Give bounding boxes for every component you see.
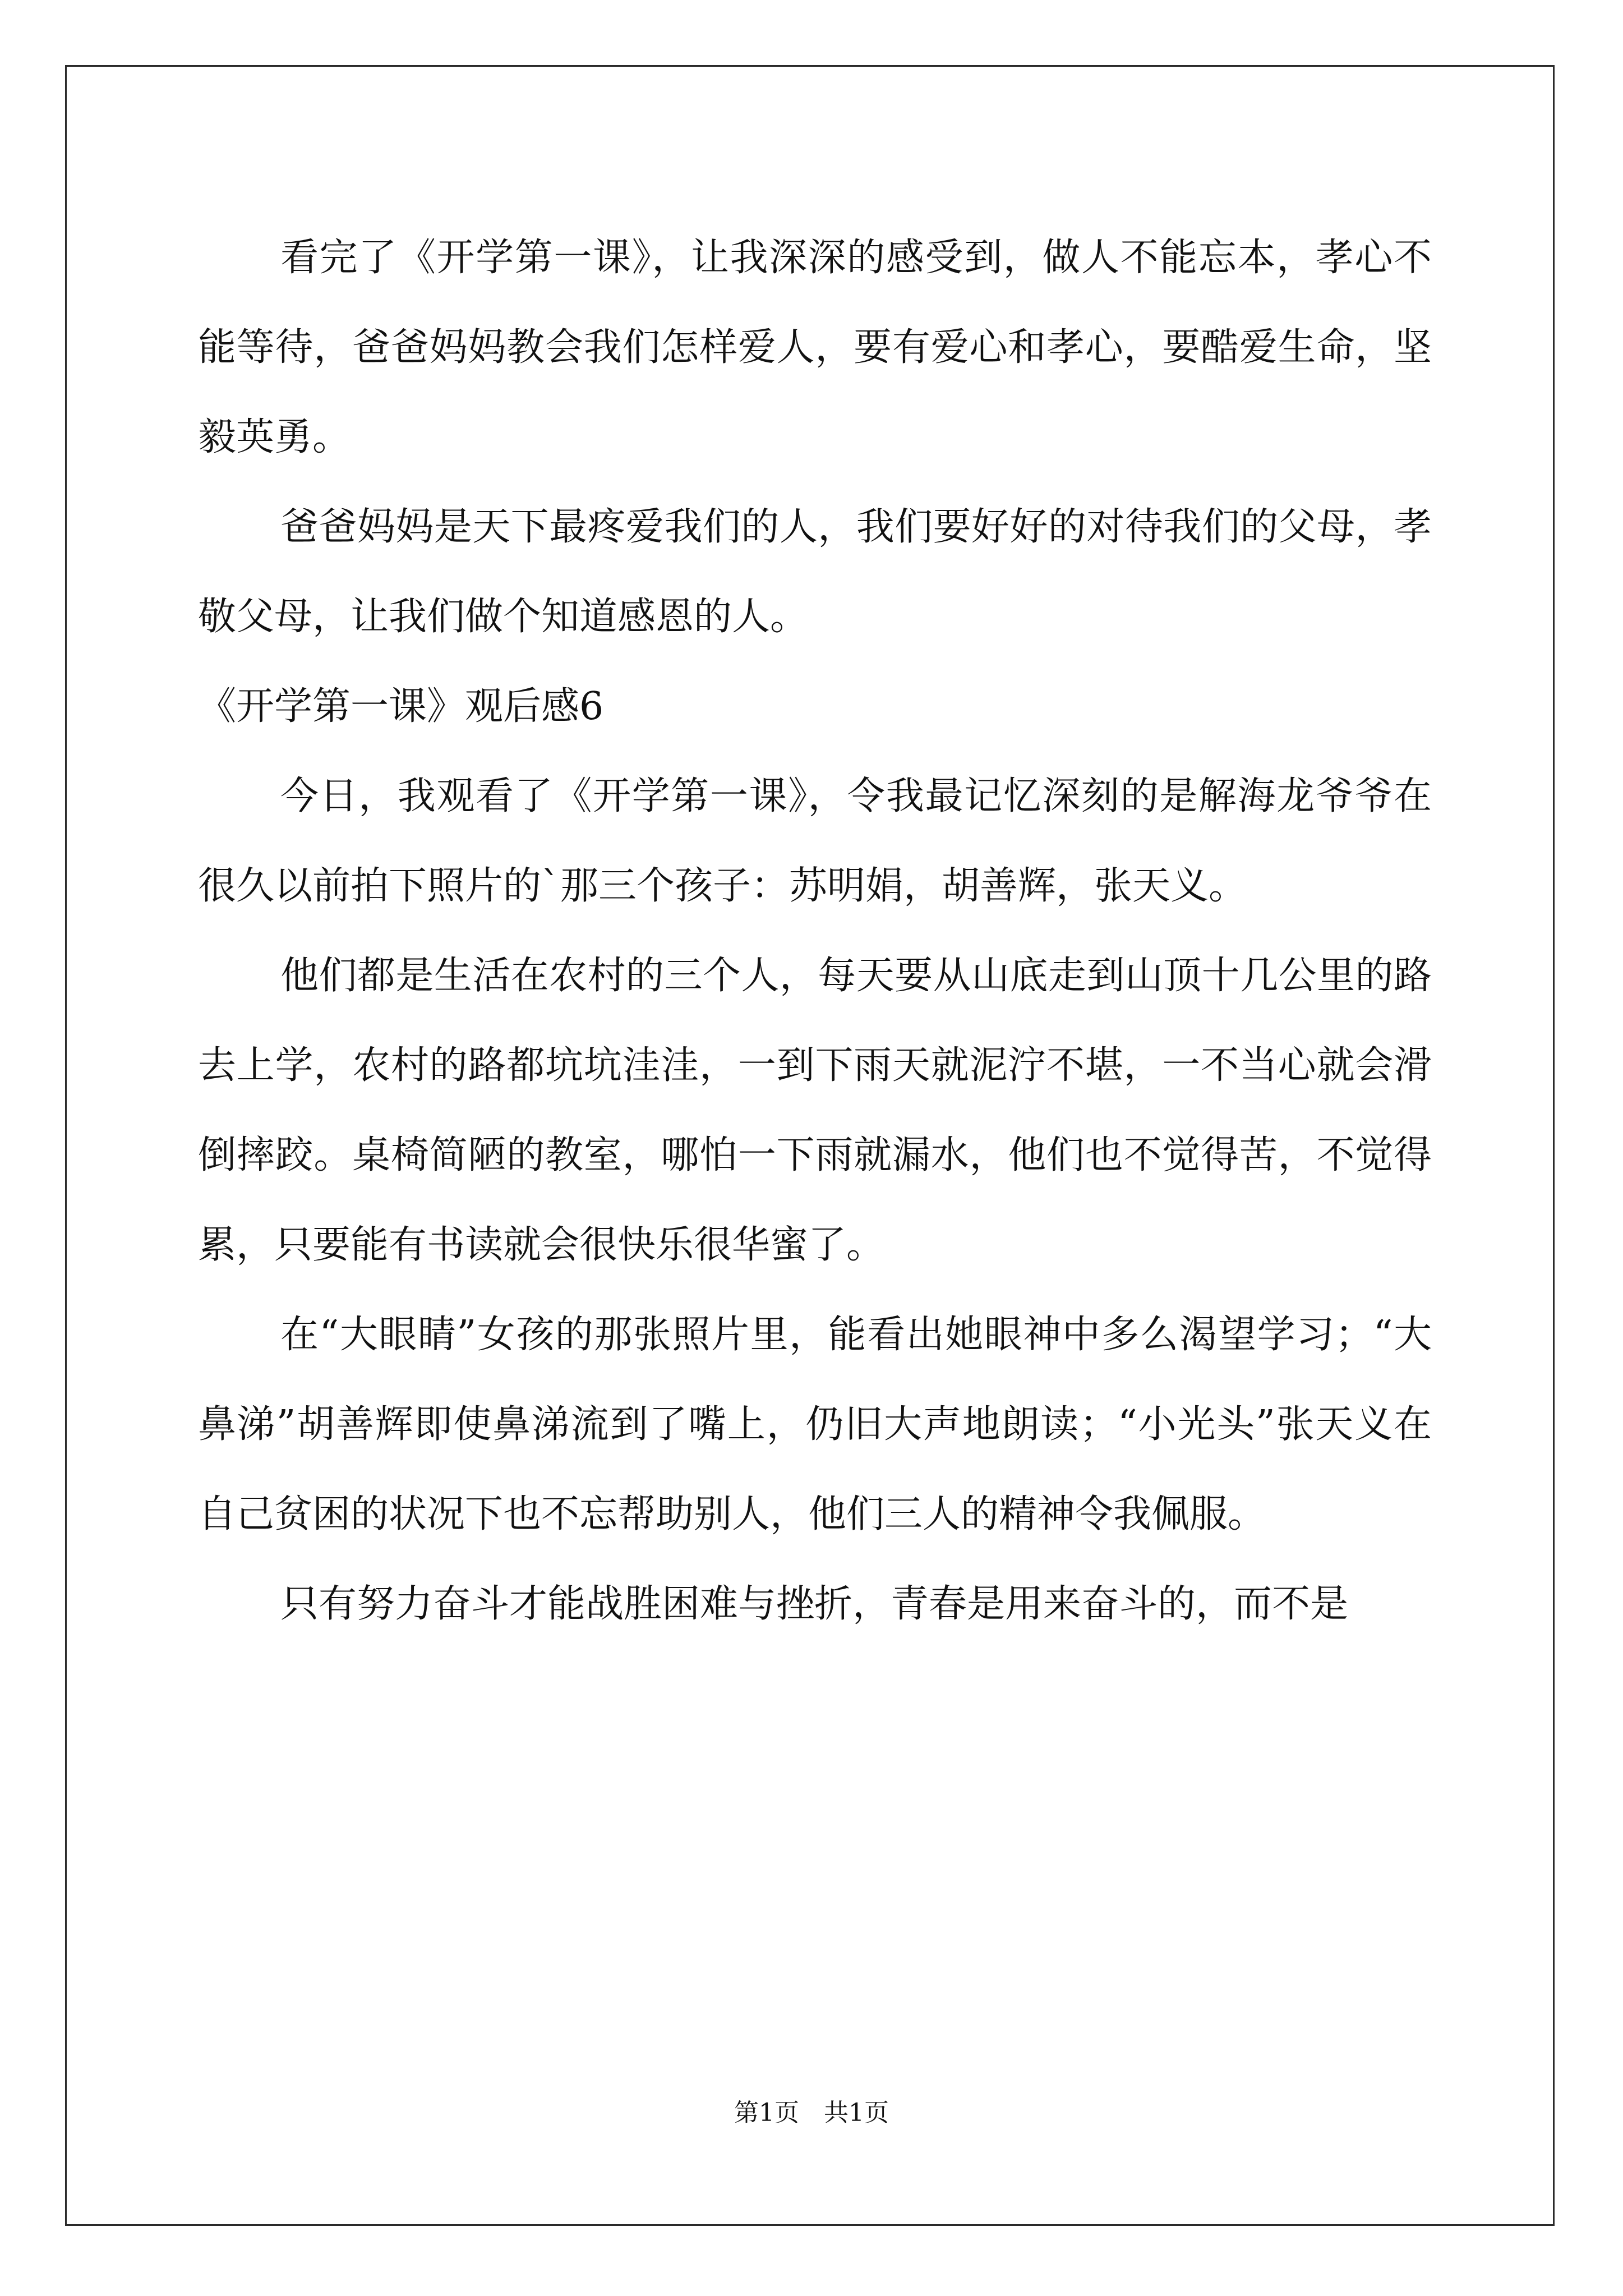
paragraph-1: 看完了《开学第一课》，让我深深的感受到，做人不能忘本，孝心不能等待，爸爸妈妈教会我们怎样爱人，要有爱心和孝心，要酷爱生命，坚毅英勇。 [198,236,1432,459]
paragraph-4: 他们都是生活在农村的三个人，每天要从山底走到山顶十几公里的路去上学，农村的路都坑坑洼洼，一到下雨天就泥泞不堪，一不当心就会滑倒摔跤。桌椅简陋的教室，哪怕一下雨就漏水，他们也不觉得苦，不觉得累，只要能有书读就会很快乐很华蜜了。 [198,954,1432,1267]
section-heading: 《开学第一课》观后感6 [198,684,604,729]
paragraph-5: 在“大眼睛”女孩的那张照片里，能看出她眼神中多么渴望学习；“大鼻涕”胡善辉即使鼻涕流到了嘴上，仍旧大声地朗读；“小光头”张天义在自己贫困的状况下也不忘帮助别人，他们三人的精神令我佩服。 [198,1313,1432,1536]
paragraph-3: 今日，我观看了《开学第一课》，令我最记忆深刻的是解海龙爷爷在很久以前拍下照片的`那三个孩子：苏明娟，胡善辉，张天义。 [198,774,1432,908]
document-body [198,213,1432,1649]
page-footer: 第1页 共1页 [734,2099,889,2127]
paragraph-6: 只有努力奋斗才能战胜困难与挫折，青春是用来奋斗的，而不是 [280,1582,1349,1626]
paragraph-2: 爸爸妈妈是天下最疼爱我们的人，我们要好好的对待我们的父母，孝敬父母，让我们做个知道感恩的人。 [198,505,1432,639]
